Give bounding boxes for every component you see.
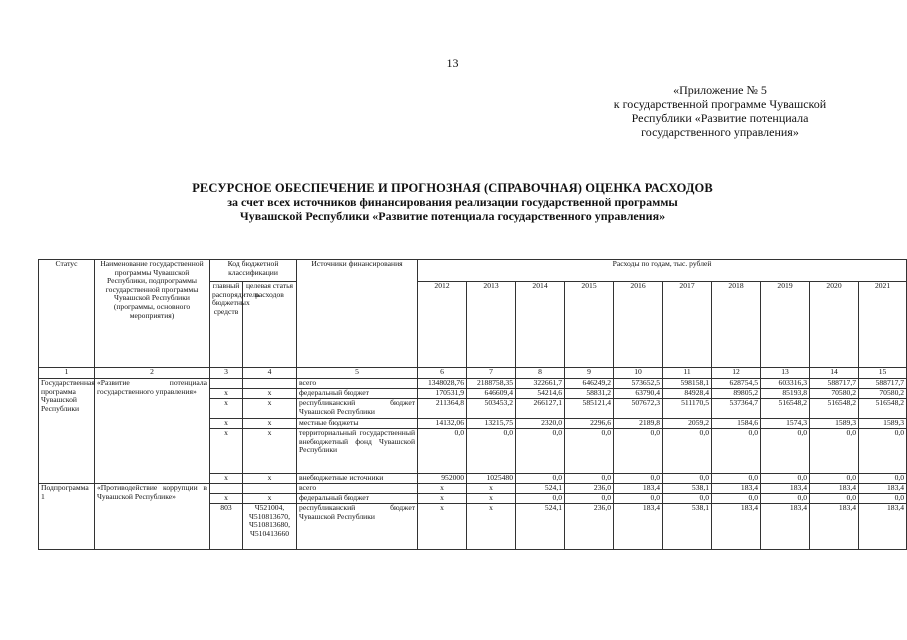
value-cell: 0,0 [516, 429, 565, 474]
value-cell: 0,0 [810, 494, 859, 504]
header-year: 2019 [761, 282, 810, 368]
value-cell: 2296,6 [565, 419, 614, 429]
column-number-row [39, 368, 907, 379]
column-number: 15 [859, 368, 907, 379]
value-cell: 0,0 [467, 429, 516, 474]
value-cell: 1589,3 [810, 419, 859, 429]
appendix-line-2: к государственной программе Чувашской [613, 97, 827, 111]
value-cell: х [467, 484, 516, 494]
value-cell: 84928,4 [663, 389, 712, 399]
value-cell: 85193,8 [761, 389, 810, 399]
value-cell: 0,0 [418, 429, 467, 474]
value-cell: х [418, 484, 467, 494]
code-main-cell: х [210, 389, 243, 399]
code-target-cell: х [243, 399, 297, 419]
value-cell: 183,4 [859, 484, 907, 494]
value-cell: 54214,6 [516, 389, 565, 399]
value-cell: 183,4 [614, 504, 663, 550]
code-target-cell [243, 484, 297, 494]
header-year: 2012 [418, 282, 467, 368]
column-number: 6 [418, 368, 467, 379]
value-cell: 170531,9 [418, 389, 467, 399]
column-number: 7 [467, 368, 516, 379]
value-cell: 0,0 [761, 494, 810, 504]
source-cell: внебюджетные источники [297, 474, 418, 484]
value-cell: 511170,5 [663, 399, 712, 419]
source-cell: федеральный бюджет [297, 494, 418, 504]
value-cell: 236,0 [565, 484, 614, 494]
value-cell: 598158,1 [663, 379, 712, 389]
code-target-cell [243, 379, 297, 389]
value-cell: 537364,7 [712, 399, 761, 419]
value-cell: 628754,5 [712, 379, 761, 389]
source-cell: всего [297, 484, 418, 494]
value-cell: 503453,2 [467, 399, 516, 419]
column-number: 9 [565, 368, 614, 379]
value-cell: 2189,8 [614, 419, 663, 429]
code-main-cell: х [210, 494, 243, 504]
column-number: 4 [243, 368, 297, 379]
value-cell: 524,1 [516, 504, 565, 550]
appendix-line-4: государственного управления» [641, 125, 799, 139]
value-cell: 183,4 [712, 504, 761, 550]
value-cell: 89805,2 [712, 389, 761, 399]
subprogram-status: Подпрограмма 1 [39, 484, 95, 550]
header-row-1 [39, 260, 907, 282]
code-main-cell: х [210, 474, 243, 484]
value-cell: 0,0 [516, 494, 565, 504]
program-name: «Развитие потенциала государственного управления» [95, 379, 210, 484]
column-number: 2 [95, 368, 210, 379]
header-year: 2020 [810, 282, 859, 368]
column-number: 5 [297, 368, 418, 379]
code-target-cell: х [243, 419, 297, 429]
value-cell: 0,0 [859, 429, 907, 474]
value-cell: 0,0 [663, 429, 712, 474]
header-year: 2013 [467, 282, 516, 368]
header-code-group: Код бюджетной классификации [210, 260, 297, 282]
value-cell: х [467, 504, 516, 550]
code-main-cell: х [210, 429, 243, 474]
value-cell: 183,4 [810, 504, 859, 550]
value-cell: 183,4 [761, 504, 810, 550]
value-cell: 524,1 [516, 484, 565, 494]
header-year: 2017 [663, 282, 712, 368]
code-target-cell: х [243, 389, 297, 399]
value-cell: 13215,75 [467, 419, 516, 429]
code-target-cell: х [243, 429, 297, 474]
source-cell: территориальный государственный внебюджетный фонд Чувашской Республики [297, 429, 418, 474]
source-cell: федеральный бюджет [297, 389, 418, 399]
value-cell: 0,0 [614, 429, 663, 474]
value-cell: 0,0 [761, 429, 810, 474]
code-target-cell: х [243, 494, 297, 504]
value-cell: 0,0 [761, 474, 810, 484]
value-cell: 322661,7 [516, 379, 565, 389]
column-number: 1 [39, 368, 95, 379]
value-cell: 0,0 [810, 429, 859, 474]
value-cell: 0,0 [565, 429, 614, 474]
value-cell: 0,0 [712, 494, 761, 504]
value-cell: 0,0 [565, 494, 614, 504]
value-cell: 2320,0 [516, 419, 565, 429]
header-status: Статус [39, 260, 95, 368]
header-code-target: целевая статья расходов [243, 282, 297, 368]
page-number: 13 [446, 56, 459, 70]
code-main-cell [210, 484, 243, 494]
value-cell: 183,4 [614, 484, 663, 494]
value-cell: 0,0 [859, 474, 907, 484]
value-cell: 266127,1 [516, 399, 565, 419]
value-cell: 516548,2 [761, 399, 810, 419]
subprogram-row [39, 484, 907, 494]
value-cell: 2188758,35 [467, 379, 516, 389]
subprogram-name: «Противодействие коррупции в Чувашской Республике» [95, 484, 210, 550]
value-cell: 183,4 [859, 504, 907, 550]
value-cell: 646609,4 [467, 389, 516, 399]
value-cell: 1584,6 [712, 419, 761, 429]
appendix-note [560, 83, 880, 139]
value-cell: х [418, 504, 467, 550]
appendix-line-1: «Приложение № 5 [673, 83, 767, 97]
program-status: Государственная программа Чувашской Республики [39, 379, 95, 484]
header-expenses-group: Расходы по годам, тыс. рублей [418, 260, 907, 282]
document-title [0, 181, 905, 223]
appendix-line-3: Республики «Развитие потенциала [631, 111, 809, 125]
expenses-table [38, 259, 907, 550]
value-cell: 0,0 [663, 494, 712, 504]
value-cell: 507672,3 [614, 399, 663, 419]
value-cell: 183,4 [712, 484, 761, 494]
value-cell: 2059,2 [663, 419, 712, 429]
header-year: 2014 [516, 282, 565, 368]
value-cell: 70580,2 [859, 389, 907, 399]
value-cell: 211364,8 [418, 399, 467, 419]
value-cell: 1348028,76 [418, 379, 467, 389]
value-cell: 538,1 [663, 504, 712, 550]
code-main-cell: х [210, 419, 243, 429]
value-cell: 1025480 [467, 474, 516, 484]
column-number: 11 [663, 368, 712, 379]
subprogram-section [39, 484, 907, 550]
column-number: 10 [614, 368, 663, 379]
value-cell: 588717,7 [810, 379, 859, 389]
value-cell: х [418, 494, 467, 504]
value-cell: 183,4 [810, 484, 859, 494]
value-cell: 0,0 [810, 474, 859, 484]
value-cell: 646249,2 [565, 379, 614, 389]
code-target-cell: Ч521004, Ч510813670, Ч510813680, Ч510413660 [243, 504, 297, 550]
column-number: 8 [516, 368, 565, 379]
value-cell: 516548,2 [810, 399, 859, 419]
value-cell: 0,0 [614, 474, 663, 484]
value-cell: 58831,2 [565, 389, 614, 399]
header-code-main: главный распорядитель бюджетных средств [210, 282, 243, 368]
value-cell: 573652,5 [614, 379, 663, 389]
column-number: 12 [712, 368, 761, 379]
source-cell: всего [297, 379, 418, 389]
value-cell: 0,0 [712, 429, 761, 474]
column-number: 14 [810, 368, 859, 379]
value-cell: 585121,4 [565, 399, 614, 419]
header-name: Наименование государственной программы Чувашской Республики, подпрограммы государственной программы Чувашской Республики (программы, основного мероприятия) [95, 260, 210, 368]
source-cell: республиканский бюджет Чувашской Республики [297, 399, 418, 419]
source-cell: республиканский бюджет Чувашской Республики [297, 504, 418, 550]
value-cell: 236,0 [565, 504, 614, 550]
source-cell: местные бюджеты [297, 419, 418, 429]
value-cell: 1589,3 [859, 419, 907, 429]
value-cell: 63790,4 [614, 389, 663, 399]
code-main-cell: х [210, 399, 243, 419]
value-cell: 538,1 [663, 484, 712, 494]
value-cell: 0,0 [565, 474, 614, 484]
code-target-cell: х [243, 474, 297, 484]
code-main-cell [210, 379, 243, 389]
header-year: 2015 [565, 282, 614, 368]
value-cell: 588717,7 [859, 379, 907, 389]
header-sources: Источники финансирования [297, 260, 418, 368]
header-year: 2021 [859, 282, 907, 368]
value-cell: 70580,2 [810, 389, 859, 399]
value-cell: 952000 [418, 474, 467, 484]
title-line-1: РЕСУРСНОЕ ОБЕСПЕЧЕНИЕ И ПРОГНОЗНАЯ (СПРАВОЧНАЯ) ОЦЕНКА РАСХОДОВ [192, 181, 713, 195]
value-cell: 516548,2 [859, 399, 907, 419]
value-cell: 0,0 [859, 494, 907, 504]
value-cell: 603316,3 [761, 379, 810, 389]
value-cell: 1574,3 [761, 419, 810, 429]
code-main-cell: 803 [210, 504, 243, 550]
column-number: 13 [761, 368, 810, 379]
title-line-3: Чувашской Республики «Развитие потенциала государственного управления» [239, 209, 666, 223]
title-line-2: за счет всех источников финансирования реализации государственной программы [227, 195, 678, 209]
value-cell: х [467, 494, 516, 504]
program-row [39, 379, 907, 389]
program-section [39, 379, 907, 484]
header-year: 2018 [712, 282, 761, 368]
value-cell: 0,0 [663, 474, 712, 484]
value-cell: 0,0 [614, 494, 663, 504]
value-cell: 0,0 [516, 474, 565, 484]
value-cell: 14132,06 [418, 419, 467, 429]
column-number: 3 [210, 368, 243, 379]
header-year: 2016 [614, 282, 663, 368]
value-cell: 0,0 [712, 474, 761, 484]
value-cell: 183,4 [761, 484, 810, 494]
